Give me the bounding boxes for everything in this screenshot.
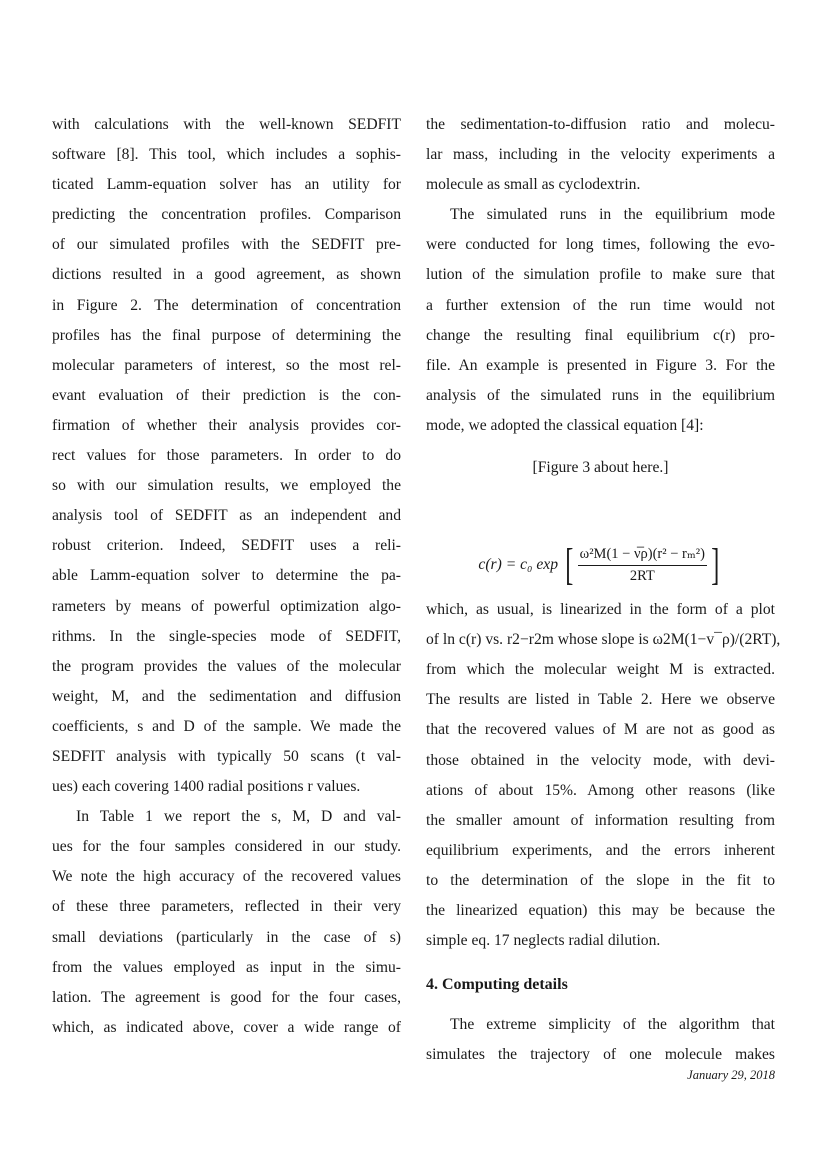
text-line: The simulated runs in the equilibrium mode: [450, 206, 775, 224]
equation-denominator: 2RT: [629, 567, 655, 584]
paragraph-linearization: [426, 597, 781, 958]
footer-date: January 29, 2018: [687, 1068, 775, 1082]
text-line: from which the molecular weight M is extracted.: [426, 661, 775, 679]
text-line: ations of about 15%. Among other reasons (like: [426, 781, 775, 799]
equation-fraction: [578, 546, 707, 585]
text-line: robust criterion. Indeed, SEDFIT uses a reli-: [52, 537, 401, 555]
text-line: weight, M, and the sedimentation and diffusion: [52, 687, 401, 705]
text-line: rameters by means of powerful optimization algo-: [52, 597, 401, 615]
text-line: of ln c(r) vs. r2−r2m whose slope is ω2M(1−v¯ρ)/(2RT),: [426, 631, 781, 649]
text-line: the smaller amount of information resulting from: [426, 811, 775, 829]
text-line: to the determination of the slope in the fit to: [426, 871, 775, 889]
left-column: [52, 112, 401, 1045]
text-line: the linearized equation) this may be because the: [426, 901, 775, 919]
text-line: with calculations with the well-known SEDFIT: [52, 116, 401, 133]
text-line: simple eq. 17 neglects radial dilution.: [426, 932, 661, 950]
text-line: file. An example is presented in Figure 3. For the: [426, 356, 775, 374]
text-line: lation. The agreement is good for the four cases,: [52, 988, 401, 1006]
text-line: which, as indicated above, cover a wide range of: [52, 1018, 401, 1036]
text-line: molecule as small as cyclodextrin.: [426, 176, 641, 194]
text-line: lution of the simulation profile to make sure that: [426, 266, 775, 284]
text-line: The extreme simplicity of the algorithm that: [450, 1016, 775, 1034]
text-line: ues) each covering 1400 radial positions r values.: [52, 778, 361, 796]
text-line: from the values employed as input in the simu-: [52, 958, 401, 976]
paragraph-sedfit-comparison: [52, 112, 401, 804]
text-line: of these three parameters, reflected in their very: [52, 898, 401, 916]
text-line: software [8]. This tool, which includes a sophis-: [52, 146, 401, 164]
text-line: analysis of the simulated runs in the equilibrium: [426, 386, 775, 404]
text-line: dictions resulted in a good agreement, as shown: [52, 266, 401, 284]
right-column: [426, 112, 781, 1072]
equation-lhs: c(r) = c₀ exp: [478, 556, 558, 574]
text-line: of our simulated profiles with the SEDFIT pre-: [52, 236, 401, 254]
paragraph-table-1: [52, 804, 401, 1045]
text-line: mode, we adopted the classical equation [4]:: [426, 416, 704, 434]
equation-numerator: ω²M(1 − ν̅ρ)(r² − rₘ²): [578, 546, 707, 566]
figure-3-placeholder: [Figure 3 about here.]: [532, 459, 669, 477]
text-line: ticated Lamm-equation solver has an utility for: [52, 176, 401, 194]
text-line: rithms. In the single-species mode of SEDFIT,: [52, 627, 401, 645]
text-line: SEDFIT analysis with typically 50 scans (t val-: [52, 747, 401, 765]
text-line: lar mass, including in the velocity experiments a: [426, 146, 775, 164]
text-line: rect values for those parameters. In order to do: [52, 447, 401, 465]
section-heading-computing-details: 4. Computing details: [426, 976, 568, 994]
paragraph-equilibrium-mode: [426, 202, 775, 443]
text-line: We note the high accuracy of the recovered values: [52, 868, 401, 886]
text-line: molecular parameters of interest, so the most rel-: [52, 356, 401, 374]
text-line: were conducted for long times, following the evo-: [426, 236, 775, 254]
text-line: those obtained in the velocity mode, with devi-: [426, 751, 775, 769]
text-line: that the recovered values of M are not as good as: [426, 721, 775, 739]
paragraph-velocity-continuation: [426, 112, 775, 202]
text-line: coefficients, s and D of the sample. We made the: [52, 717, 401, 735]
text-line: so with our simulation results, we employed the: [52, 477, 401, 495]
text-line: predicting the concentration profiles. Comparison: [52, 206, 401, 224]
text-line: able Lamm-equation solver to determine the pa-: [52, 567, 401, 585]
text-line: The results are listed in Table 2. Here we observe: [426, 691, 775, 709]
text-line: firmation of whether their analysis provides cor-: [52, 416, 401, 434]
equilibrium-equation: [426, 537, 775, 593]
text-line: the sedimentation-to-diffusion ratio and molecu-: [426, 116, 775, 133]
text-line: change the resulting final equilibrium c(r) pro-: [426, 326, 775, 344]
text-line: ues for the four samples considered in our study.: [52, 838, 401, 856]
text-line: a further extension of the run time would not: [426, 296, 775, 314]
text-line: the program provides the values of the molecular: [52, 657, 401, 675]
text-line: which, as usual, is linearized in the form of a plot: [426, 601, 775, 619]
text-line: small deviations (particularly in the case of s): [52, 928, 401, 946]
paragraph-computing-details: [426, 1012, 775, 1072]
text-line: evant evaluation of their prediction is the con-: [52, 386, 401, 404]
text-line: equilibrium experiments, and the errors inherent: [426, 841, 775, 859]
text-line: in Figure 2. The determination of concentration: [52, 296, 401, 314]
text-line: simulates the trajectory of one molecule makes: [426, 1046, 775, 1064]
right-bracket: ]: [711, 540, 720, 590]
text-line: In Table 1 we report the s, M, D and val-: [76, 808, 401, 826]
text-line: analysis tool of SEDFIT as an independent and: [52, 507, 401, 525]
text-line: profiles has the final purpose of determining the: [52, 326, 401, 344]
left-bracket: [: [565, 540, 574, 590]
